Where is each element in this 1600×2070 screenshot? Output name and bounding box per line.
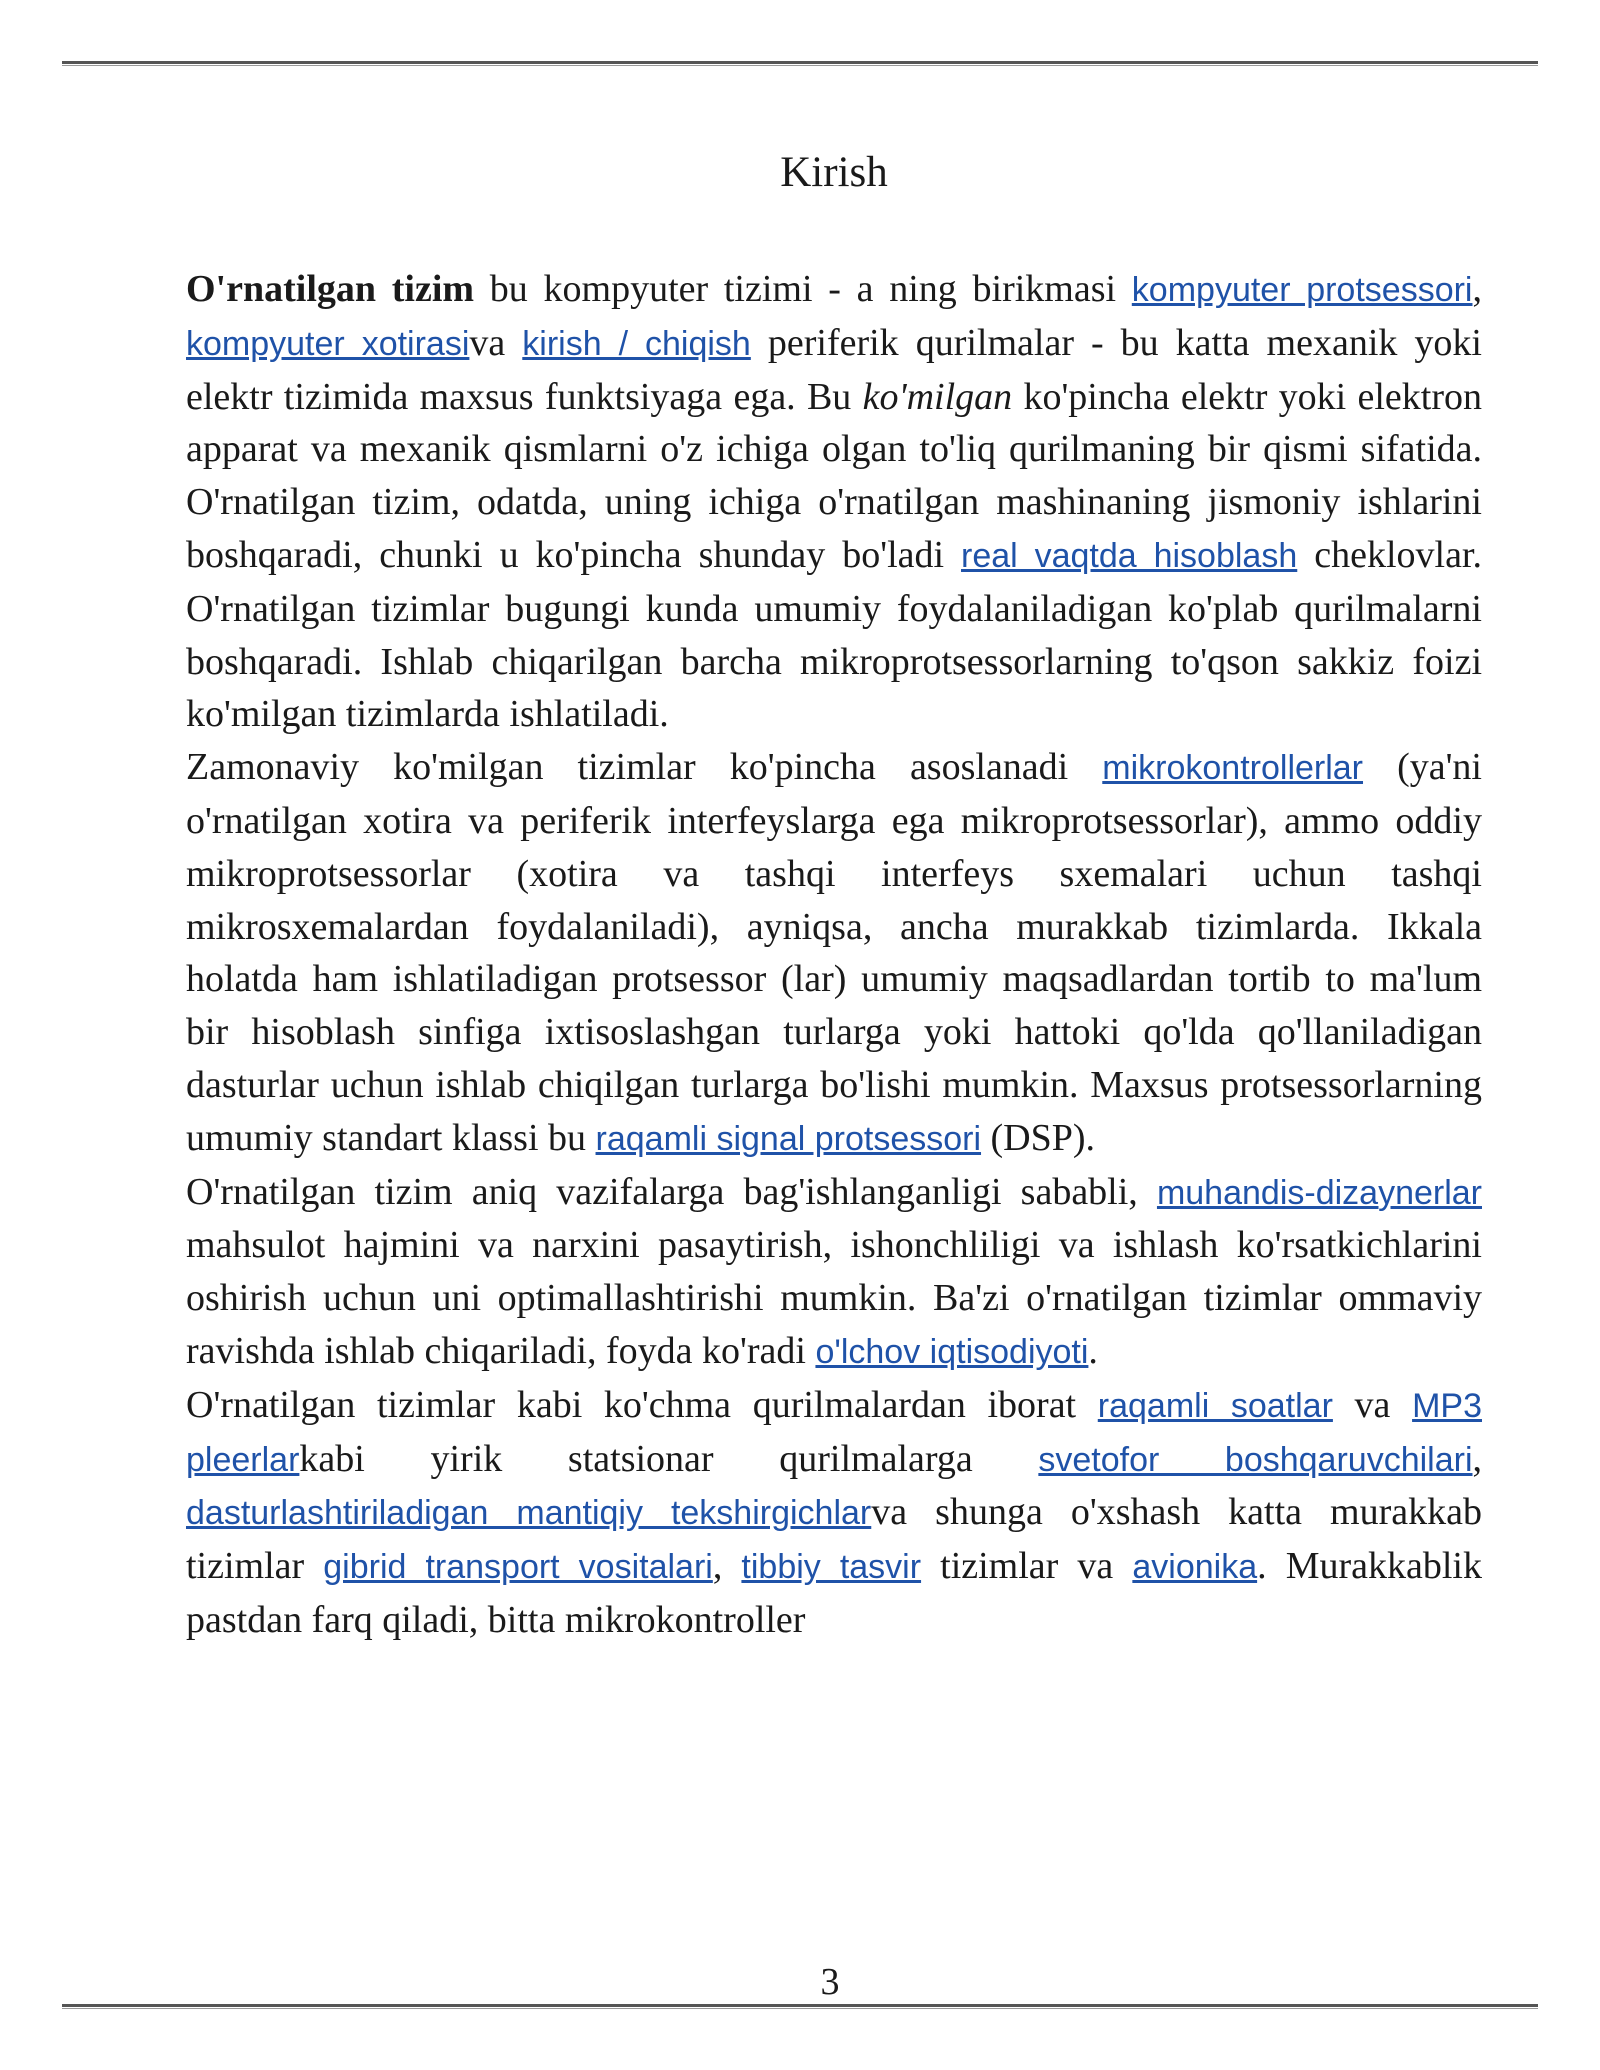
text-run: . Murakkablik pastdan farq qiladi, bitta mikrokontroller — [186, 1545, 1482, 1641]
text-run: va — [1332, 1383, 1413, 1426]
paragraph-1 — [186, 263, 1482, 741]
text-run: tizimlar va — [921, 1545, 1133, 1588]
text-run: (DSP). — [981, 1116, 1096, 1159]
link-svetofor-boshqaruvchilari[interactable]: svetofor boshqaruvchilari — [1038, 1440, 1473, 1479]
bold-term: O'rnatilgan tizim — [186, 268, 475, 310]
page-title: Kirish — [780, 149, 888, 196]
paragraph-2 — [186, 741, 1482, 1165]
text-run: (ya'ni o'rnatilgan xotira va periferik interfeyslarga ega mikroprotsessorlar), ammo oddiy mikroprotsessorlar (xotira va tashqi interfeys sxemalari uchun tashqi mikrosxemalardan foydalaniladi), ayniqsa, ancha murakkab tizimlarda. Ikkala holatda ham ishlatiladigan protsessor (lar) umumiy maqsadlardan tortib to ma'lum bir hisoblash sinfiga ixtisoslashgan turlarga yoki hattoki qo'lda qo'llaniladigan dasturlar uchun ishlab chiqilgan turlarga bo'lishi mumkin. Maxsus protsessorlarning umumiy standart klassi bu — [186, 746, 1482, 1159]
link-olchov-iqtisodiyoti[interactable]: o'lchov iqtisodiyoti — [815, 1332, 1089, 1371]
document-body — [186, 263, 1482, 1798]
page-number: 3 — [820, 1961, 840, 2003]
link-tibbiy-tasvir[interactable]: tibbiy tasvir — [741, 1548, 922, 1587]
text-run: . — [1088, 1329, 1098, 1372]
text-run: cheklovlar. O'rnatilgan tizimlar bugungi kunda umumiy foydalaniladigan ko'plab qurilmalarni boshqaradi. Ishlab chiqarilgan barcha mikroprotsessorlarning to'qson sakkiz foizi ko'milgan tizimlarda ishlatiladi. — [186, 533, 1482, 736]
link-dasturlashtiriladigan-mantiqiy-tekshirgichlar[interactable]: dasturlashtiriladigan mantiqiy tekshirgichlar — [186, 1494, 872, 1533]
link-mp3-pleerlar[interactable]: MP3 pleerlar — [186, 1386, 1482, 1479]
link-raqamli-soatlar[interactable]: raqamli soatlar — [1097, 1386, 1333, 1425]
text-run: O'rnatilgan tizim aniq vazifalarga bag'ishlanganligi sababli, — [186, 1170, 1157, 1213]
text-run: va — [469, 321, 523, 364]
text-run: ko'pincha elektr yoki elektron apparat va mexanik qismlarni o'z ichiga olgan to'liq qurilmaning bir qismi sifatida. O'rnatilgan tizim, odatda, uning ichiga o'rnatilgan mashinaning jismoniy ishlarini boshqaradi, chunki u ko'pincha shunday bo'ladi — [186, 375, 1482, 576]
link-real-vaqtda-hisoblash[interactable]: real vaqtda hisoblash — [961, 536, 1298, 575]
text-run: kabi yirik statsionar qurilmalarga — [299, 1437, 1039, 1480]
header-rule — [62, 61, 1538, 66]
link-muhandis-dizaynerlar[interactable]: muhandis-dizaynerlar — [1156, 1173, 1482, 1212]
link-gibrid-transport-vositalari[interactable]: gibrid transport vositalari — [323, 1548, 713, 1587]
italic-term: ko'milgan — [862, 375, 1013, 418]
link-kirish-chiqish[interactable]: kirish / chiqish — [522, 324, 751, 363]
text-run: , — [1472, 1437, 1482, 1480]
text-run: va shunga o'xshash katta murakkab tizimlar — [186, 1491, 1482, 1588]
text-run: bu kompyuter tizimi - a ning birikmasi — [474, 268, 1132, 310]
text-run: , — [712, 1545, 742, 1588]
text-run: periferik qurilmalar - bu katta mexanik yoki elektr tizimida maxsus funktsiyaga ega. Bu — [186, 321, 1482, 418]
paragraph-3 — [186, 1166, 1482, 1379]
link-avionika[interactable]: avionika — [1132, 1548, 1258, 1587]
link-mikrokontrollerlar[interactable]: mikrokontrollerlar — [1102, 749, 1364, 788]
link-raqamli-signal-protsessori[interactable]: raqamli signal protsessori — [595, 1119, 982, 1158]
text-run: , — [1472, 268, 1482, 310]
text-run: mahsulot hajmini va narxini pasaytirish, ishonchliligi va ishlash ko'rsatkichlarini oshirish uchun uni optimallashtirishi mumkin. Ba'zi o'rnatilgan tizimlar ommaviy ravishda ishlab chiqariladi, foyda ko'radi — [186, 1224, 1482, 1372]
text-run: O'rnatilgan tizimlar kabi ko'chma qurilmalardan iborat — [186, 1383, 1098, 1426]
paragraph-4 — [186, 1379, 1482, 1647]
link-kompyuter-protsessori[interactable]: kompyuter protsessori — [1131, 271, 1473, 309]
text-run: Zamonaviy ko'milgan tizimlar ko'pincha asoslanadi — [186, 746, 1103, 789]
footer-rule — [62, 2004, 1538, 2009]
link-kompyuter-xotirasi[interactable]: kompyuter xotirasi — [186, 324, 470, 363]
